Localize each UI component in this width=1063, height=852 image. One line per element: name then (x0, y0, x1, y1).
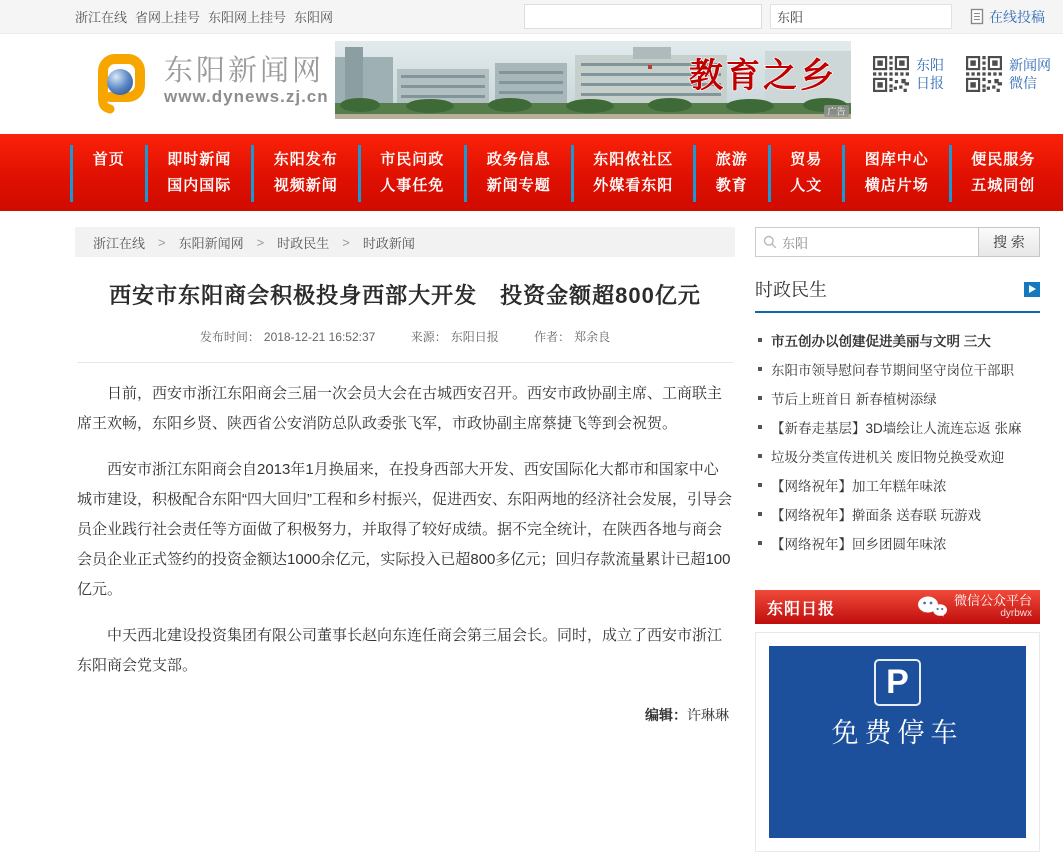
breadcrumb-separator: > (342, 234, 350, 250)
site-logo[interactable] (88, 48, 329, 114)
more-arrow-button[interactable] (1024, 282, 1040, 297)
topbar (0, 0, 1063, 34)
play-arrow-icon (1029, 285, 1036, 293)
site-url: www.dynews.zj.cn (164, 87, 329, 106)
qr-area (873, 56, 1051, 92)
news-item-text: 垃圾分类宣传进机关 废旧物兑换受欢迎 (771, 449, 1005, 465)
news-item-text: 【网络祝年】擀面条 送春联 玩游戏 (771, 507, 982, 523)
header (0, 34, 1063, 134)
breadcrumb-link[interactable]: 浙江在线 (93, 235, 146, 251)
wechat-meta (954, 594, 1032, 620)
topbar-link[interactable]: 东阳网 (294, 10, 334, 25)
sidebar-search-box (755, 227, 979, 257)
section-header (755, 276, 1040, 313)
parking-sign-icon: P (874, 659, 921, 706)
bullet-icon (758, 454, 762, 458)
daily-title: 东阳日报 (767, 600, 836, 618)
topbar-right (524, 4, 1045, 29)
topbar-link[interactable]: 浙江在线 (75, 10, 128, 25)
news-item-text: 【网络祝年】回乡团圆年味浓 (771, 536, 947, 552)
banner-slogan: 教育之乡 (689, 57, 837, 95)
article-paragraph: 西安市浙江东阳商会自2013年1月换届来，在投身西部大开发、西安国际化大都市和国家中心城市建设，积极配合东阳“四大回归”工程和乡村振兴，促进西安、东阳两地的经济社会发展，引导会员企业践行社会责任等方面做了积极努力，并取得了较好成绩。据不完全统计，在陕西各地与商会会员企业正式签约的投资金额达1000余亿元，实际投入已超800多亿元；回归存款流量累计已超100亿元。 (77, 461, 732, 598)
wechat-account: dyrbwx (1000, 608, 1032, 619)
news-item-text: 东阳市领导慰问春节期间坚守岗位干部职 (771, 362, 1014, 378)
news-item[interactable] (755, 354, 1040, 383)
news-item-text: 市五创办以创建促进美丽与文明 三大 (771, 333, 991, 349)
topbar-input[interactable] (524, 4, 762, 29)
main-nav (0, 134, 1063, 211)
nav-item[interactable]: 贸易 人文 (768, 145, 843, 202)
news-item[interactable] (755, 325, 1040, 354)
news-item[interactable] (755, 412, 1040, 441)
nav-item[interactable]: 东阳侬社区 外媒看东阳 (571, 145, 694, 202)
nav-item[interactable]: 图库中心 横店片场 (842, 145, 949, 202)
bullet-icon (758, 541, 762, 545)
sidebar-search (755, 227, 1040, 257)
qr-code-label: 东阳 日报 (916, 57, 944, 91)
wechat-icon (916, 595, 948, 619)
bullet-icon (758, 396, 762, 400)
news-item[interactable] (755, 470, 1040, 499)
bullet-icon (758, 425, 762, 429)
qr-code-label: 新闻网 微信 (1009, 57, 1051, 91)
daily-wechat-banner (755, 590, 1040, 624)
nav-item[interactable]: 政务信息 新闻专题 (464, 145, 571, 202)
topbar-search-input[interactable] (777, 9, 953, 24)
site-name: 东阳新闻网 (164, 55, 325, 87)
bullet-icon (758, 338, 762, 342)
nav-item[interactable]: 即时新闻 国内国际 (145, 145, 252, 202)
breadcrumb-separator: > (256, 234, 265, 250)
qr-code-block[interactable] (873, 56, 944, 92)
article-author: 作者： 郑余良 (534, 330, 611, 344)
online-submit-link[interactable]: 在线投稿 (970, 7, 1045, 27)
breadcrumb-link[interactable]: 时政新闻 (362, 235, 415, 251)
article-paragraph: 日前，西安市浙江东阳商会三届一次会员大会在古城西安召开。西安市政协副主席、工商联主席王欢畅，东阳乡贤、陕西省公安消防总队政委张飞军，市政协副主席蔡捷飞等到会祝贺。 (77, 385, 723, 432)
parking-promo[interactable] (755, 632, 1040, 852)
editor-name: 许琳琳 (687, 707, 729, 723)
qr-code-block[interactable] (966, 56, 1051, 92)
nav-item[interactable]: 旅游 教育 (693, 145, 768, 202)
parking-caption: 免费停车 (831, 718, 964, 748)
site-logo-icon (88, 48, 154, 114)
bullet-icon (758, 483, 762, 487)
breadcrumb-link[interactable]: 时政民生 (277, 235, 330, 251)
news-list (755, 325, 1040, 557)
bullet-icon (758, 367, 762, 371)
nav-item[interactable]: 首页 (70, 145, 145, 202)
site-title-block (164, 55, 329, 107)
news-item-text: 【网络祝年】加工年糕年味浓 (771, 478, 947, 494)
nav-item[interactable]: 市民问政 人事任免 (358, 145, 465, 202)
header-ad-banner[interactable] (335, 41, 851, 119)
news-item[interactable] (755, 383, 1040, 412)
editor-line (77, 705, 733, 725)
topbar-links (75, 7, 333, 26)
qr-code-icon (966, 56, 1002, 92)
publish-time: 发布时间： 2018-12-21 16:52:37 (199, 330, 376, 344)
search-icon (763, 235, 777, 249)
editor-label: 编辑： (645, 707, 687, 723)
sidebar (755, 227, 1040, 852)
news-item[interactable] (755, 441, 1040, 470)
article (75, 279, 735, 725)
article-column (75, 227, 735, 852)
wechat-label: 微信公众平台 (953, 593, 1032, 608)
sidebar-search-input[interactable] (782, 235, 971, 250)
article-paragraph: 中天西北建设投资集团有限公司董事长赵向东连任商会第三届会长。同时，成立了西安市浙江东阳商会党支部。 (77, 627, 723, 674)
bullet-icon (758, 512, 762, 516)
article-body (77, 379, 733, 681)
section-title: 时政民生 (755, 280, 827, 300)
breadcrumb (75, 227, 735, 257)
breadcrumb-separator: > (158, 234, 166, 250)
nav-item[interactable]: 便民服务 五城同创 (949, 145, 1056, 202)
breadcrumb-link[interactable]: 东阳新闻网 (178, 235, 244, 251)
topbar-link[interactable]: 省网上挂号 (135, 10, 201, 25)
news-item-text: 【新春走基层】3D墙绘让人流连忘返 张麻 (771, 420, 1022, 436)
article-meta (77, 328, 733, 363)
topbar-link[interactable]: 东阳网上挂号 (208, 10, 287, 25)
topbar-search-box (770, 4, 952, 29)
document-icon (970, 8, 984, 25)
ad-tag: 广告 (827, 106, 846, 117)
qr-code-icon (873, 56, 909, 92)
news-item[interactable] (755, 528, 1040, 557)
main-content (0, 211, 1063, 852)
wechat-block (916, 594, 1032, 620)
search-button[interactable]: 搜 索 (978, 227, 1040, 257)
nav-item[interactable]: 东阳发布 视频新闻 (251, 145, 358, 202)
article-title: 西安市东阳商会积极投身西部大开发 投资金额超800亿元 (109, 283, 701, 308)
parking-promo-inner (769, 646, 1026, 838)
article-source: 来源： 东阳日报 (410, 330, 499, 344)
news-item-text: 节后上班首日 新春植树添绿 (771, 391, 937, 407)
news-item[interactable] (755, 499, 1040, 528)
